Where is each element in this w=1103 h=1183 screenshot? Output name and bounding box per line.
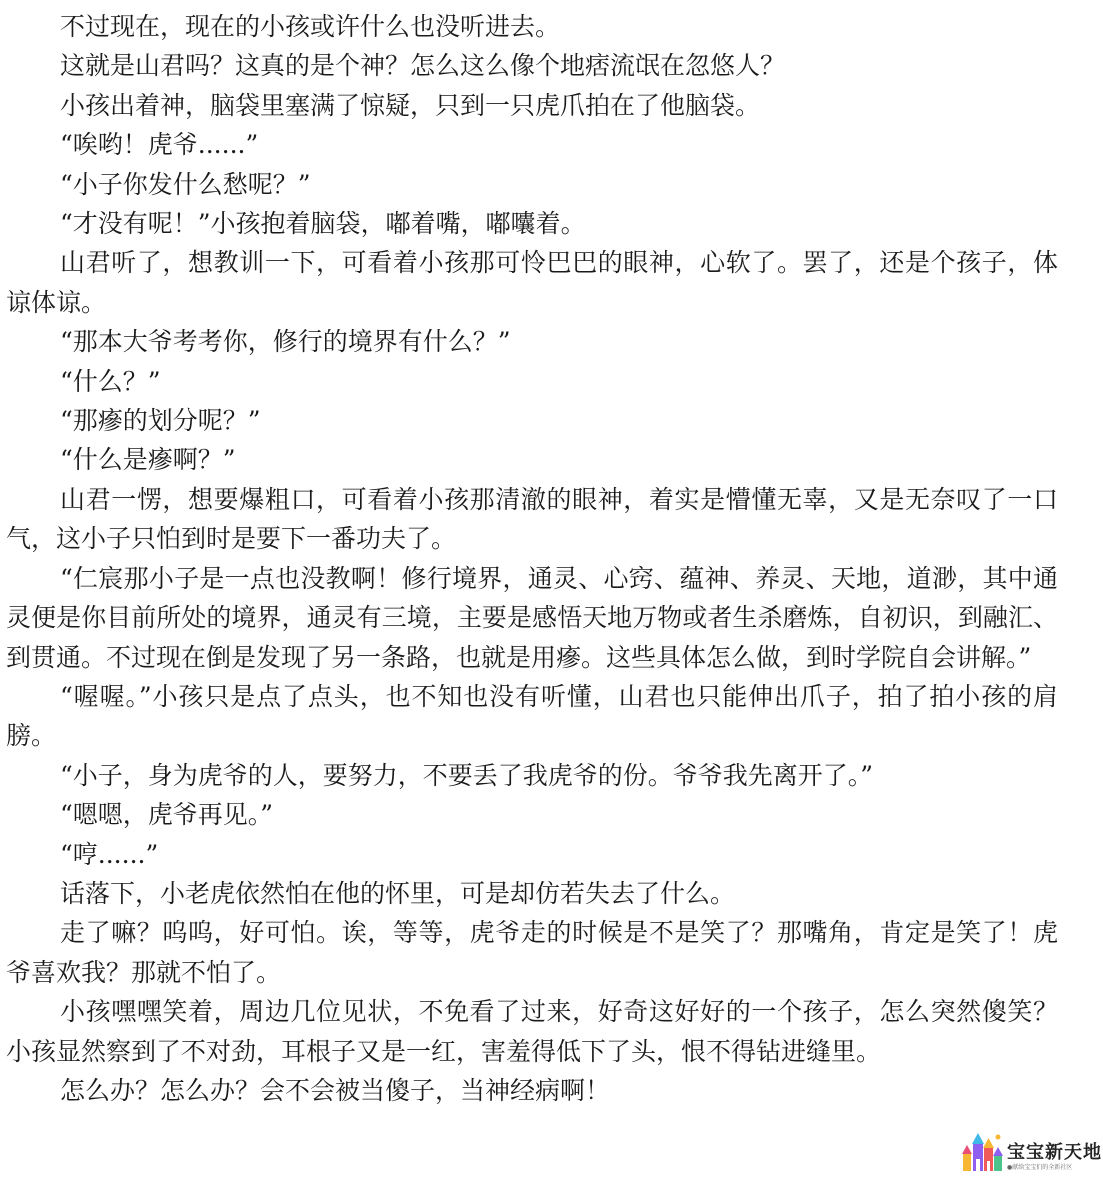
- paragraph: 这就是山君吗？这真的是个神？怎么这么像个地痞流氓在忽悠人？: [60, 51, 786, 81]
- document-body: [6, 7, 1058, 1110]
- watermark-title: 宝宝新天地: [1007, 1142, 1102, 1163]
- paragraph: 走了嘛？呜呜，好可怕。诶，等等，虎爷走的时候是不是笑了？那嘴角，肯定是笑了！虎爷喜欢我？那就不怕了。: [6, 918, 1058, 987]
- paragraph: “那瘮的划分呢？”: [60, 406, 261, 436]
- paragraph: “什么是瘮啊？”: [60, 445, 236, 475]
- paragraph: 山君一愣，想要爆粗口，可看着小孩那清澈的眼神，着实是懵懂无辜，又是无奈叹了一口气，这小子只怕到时是要下一番功夫了。: [6, 484, 1058, 554]
- paragraph: “小子，身为虎爷的人，要努力，不要丢了我虎爷的份。爷爷我先离开了。”: [60, 760, 874, 790]
- castle-logo-icon: [961, 1131, 1005, 1173]
- paragraph: “仁宸那小子是一点也没教啊！修行境界，通灵、心窍、蕴神、养灵、天地，道渺，其中通灵便是你目前所处的境界，通灵有三境，主要是感悟天地万物或者生杀磨炼，自初识，到融汇、到贯通。不过现在倒是发现了另一条路，也就是用瘮。这些具体怎么做，到时学院自会讲解。”: [6, 563, 1058, 672]
- paragraph: 小孩出着神，脑袋里塞满了惊疑，只到一只虎爪拍在了他脑袋。: [60, 90, 761, 120]
- paragraph: “什么？”: [60, 366, 161, 396]
- paragraph: “唉哟！虎爷......”: [60, 130, 259, 160]
- paragraph: 怎么办？怎么办？会不会被当傻子，当神经病啊！: [60, 1075, 611, 1105]
- paragraph: “小子你发什么愁呢？”: [60, 169, 311, 199]
- paragraph: 小孩嘿嘿笑着，周边几位见状，不免看了过来，好奇这好好的一个孩子，怎么突然傻笑？小孩显然察到了不对劲，耳根子又是一红，害羞得低下了头，恨不得钻进缝里。: [6, 997, 1058, 1066]
- watermark-subtitle: ●献给宝宝们的全新社区: [1007, 1164, 1073, 1171]
- paragraph: “嗯嗯，虎爷再见。”: [60, 800, 274, 830]
- paragraph: 不过现在，现在的小孩或许什么也没听进去。: [60, 12, 561, 41]
- paragraph: “喔喔。”小孩只是点了点头，也不知也没有听懂，山君也只能伸出爪子，拍了拍小孩的肩膀。: [6, 681, 1058, 751]
- paragraph: “哼......”: [60, 839, 159, 869]
- paragraph: “那本大爷考考你，修行的境界有什么？”: [60, 327, 511, 357]
- paragraph: 话落下，小老虎依然怕在他的怀里，可是却仿若失去了什么。: [60, 878, 736, 908]
- paragraph: 山君听了，想教训一下，可看着小孩那可怜巴巴的眼神，心软了。罢了，还是个孩子，体谅体谅。: [6, 248, 1058, 317]
- paragraph: “才没有呢！”小孩抱着脑袋，嘟着嘴，嘟囔着。: [60, 209, 586, 239]
- watermark-logo: [961, 1131, 1102, 1179]
